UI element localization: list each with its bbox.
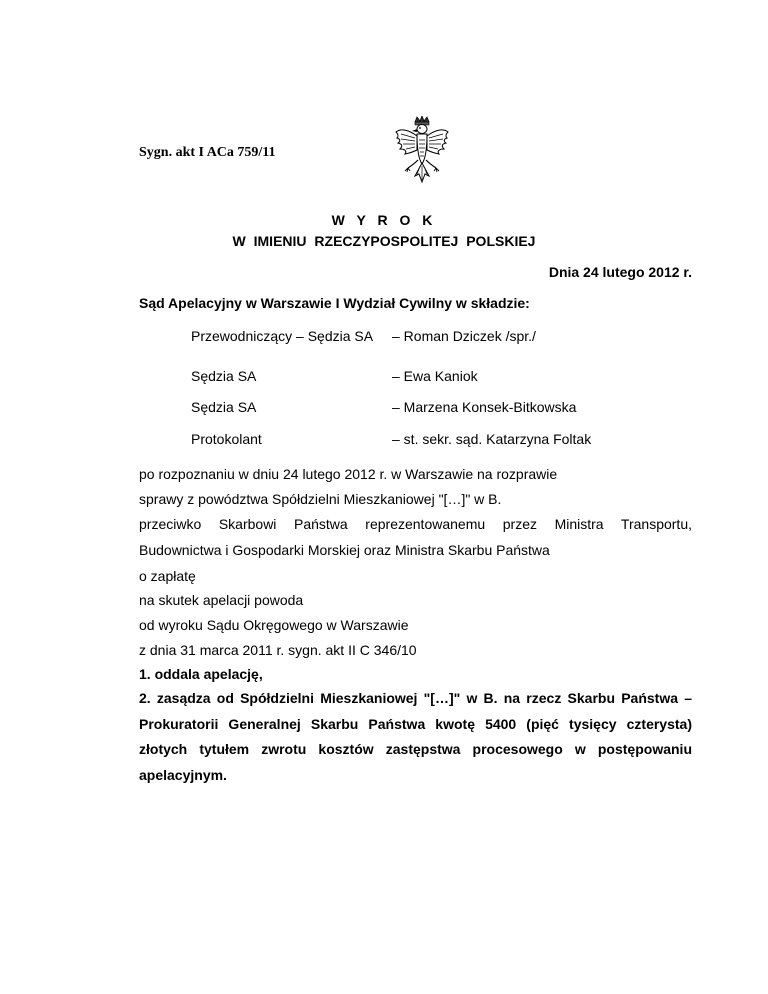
member-name: – Marzena Konsek-Bitkowska xyxy=(392,399,577,415)
body-line: od wyroku Sądu Okręgowego w Warszawie xyxy=(139,617,409,633)
ruling-item: 2. zasądza od Spółdzielni Mieszkaniowej "[…]" w B. na rzecz Skarbu Państwa – Prokuratorii Generalnej Skarbu Państwa kwotę 5400 (pięć tysięcy czterysta) złotych tytułem zwrotu kosztów zastępstwa procesowego w postępowaniu apelacyjnym. xyxy=(139,690,692,783)
court-composition: Sąd Apelacyjny w Warszawie I Wydział Cywilny w składzie: xyxy=(139,295,530,311)
case-signature: Sygn. akt I ACa 759/11 xyxy=(139,145,276,160)
body-line: na skutek apelacji powoda xyxy=(139,592,304,608)
member-name: – Roman Dziczek /spr./ xyxy=(392,328,536,344)
member-role: Sędzia SA xyxy=(191,368,257,384)
polish-eagle-emblem-icon xyxy=(393,116,451,186)
ruling-item: 1. oddala apelację, xyxy=(139,666,263,682)
body-paragraph: przeciwko Skarbowi Państwa reprezentowanemu przez Ministra Transportu, Budownictwa i Gospodarki Morskiej oraz Ministra Skarbu Państwa xyxy=(139,516,692,558)
body-line: po rozpoznaniu w dniu 24 lutego 2012 r. w Warszawie na rozprawie xyxy=(139,466,558,482)
member-role: Przewodniczący – Sędzia SA xyxy=(191,328,374,344)
member-role: Sędzia SA xyxy=(191,399,257,415)
member-name: – st. sekr. sąd. Katarzyna Foltak xyxy=(392,431,592,447)
body-line: sprawy z powództwa Spółdzielni Mieszkaniowej "[…]" w B. xyxy=(139,491,502,507)
body-line: o zapłatę xyxy=(139,568,196,584)
member-name: – Ewa Kaniok xyxy=(392,368,478,384)
member-role: Protokolant xyxy=(191,431,262,447)
body-line: z dnia 31 marca 2011 r. sygn. akt II C 346/10 xyxy=(139,642,417,658)
verdict-heading: W Y R O K xyxy=(331,212,437,228)
in-name-heading: W IMIENIU RZECZYPOSPOLITEJ POLSKIEJ xyxy=(232,233,536,249)
verdict-date: Dnia 24 lutego 2012 r. xyxy=(548,264,692,280)
